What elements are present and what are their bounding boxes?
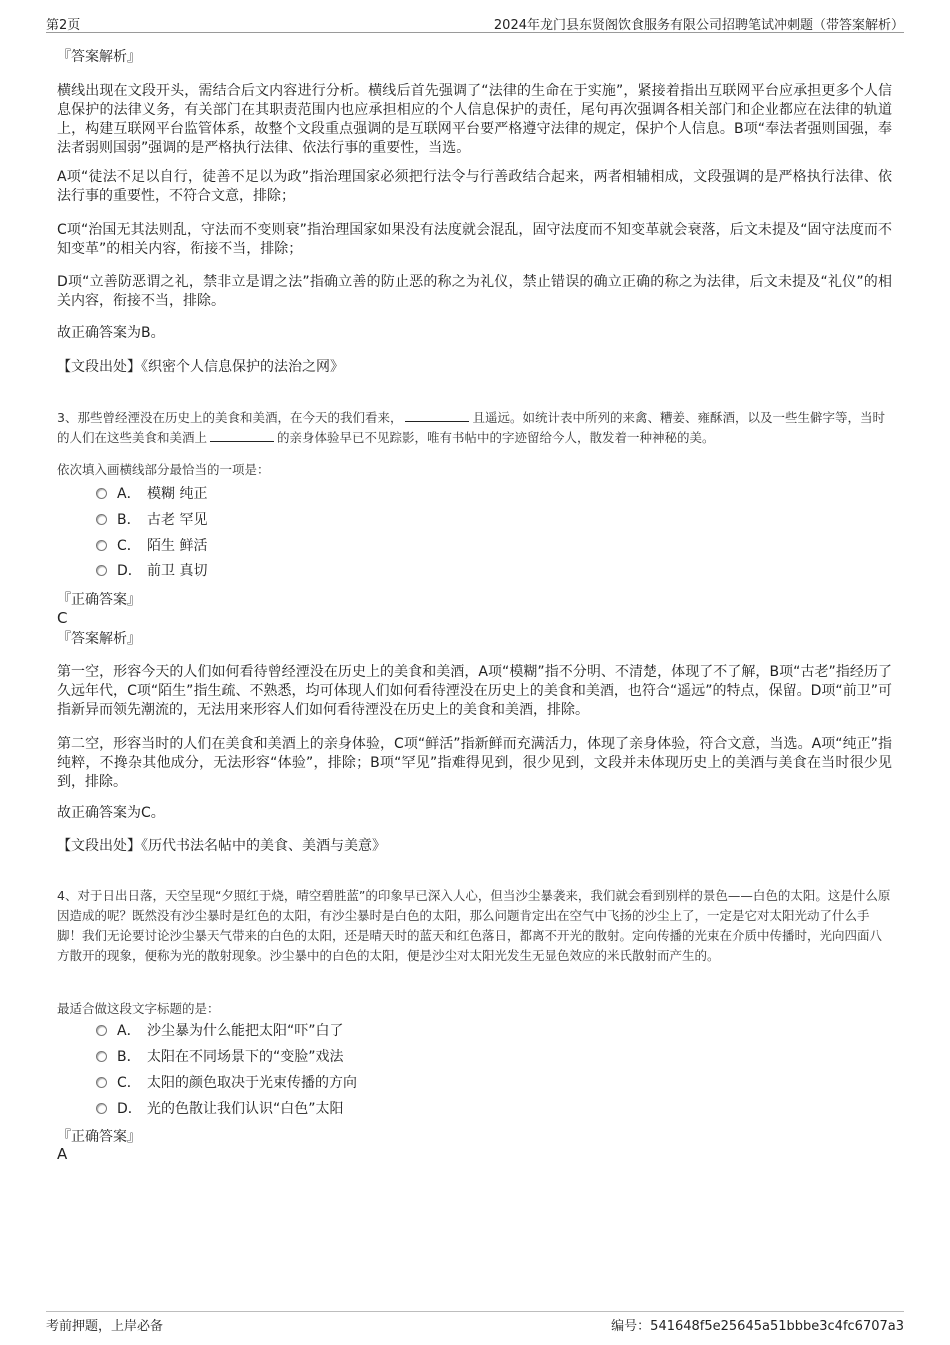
document-id: 编号：541648f5e25645a51bbbe3c4fc6707a3 (611, 1319, 904, 1334)
q3-analysis-paragraph-1: 第一空，形容今天的人们如何看待曾经湮没在历史上的美食和美酒，A项“模糊”指不分明、不清楚，体现了不了解，B项“古老”指经历了久远年代，C项“陌生”指生疏、不熟悉，均可体现人们如何看待湮没在历史上的美食和美酒，也符合“遥远”的特点，保留。D项“前卫”可指新异而领先潮流的，无法用来形容人们如何看待湮没在历史上的美食和美酒，排除。 (57, 664, 892, 718)
q3-conclusion: 故正确答案为C。 (57, 805, 165, 821)
q3-source: 【文段出处】《历代书法名帖中的美食、美酒与美意》 (57, 838, 386, 854)
q3-stem-part-3: 的亲身体验早已不见踪影，唯有书帖中的字迹留给今人，散发着一种神秘的美。 (277, 429, 715, 445)
q3-option-c[interactable]: C． 陌生 鲜活 (96, 536, 207, 556)
radio-icon[interactable] (96, 1077, 107, 1088)
q4-prompt: 最适合做这段文字标题的是： (57, 1000, 220, 1016)
q3-prompt: 依次填入画横线部分最恰当的一项是： (57, 461, 270, 477)
q3-analysis-paragraph-2: 第二空，形容当时的人们在美食和美酒上的亲身体验，C项“鲜活”指新鲜而充满活力，体现了亲身体验，符合文意，当选。A项“纯正”指纯粹，不搀杂其他成分，无法形容“体验”，排除；B项“罕见”指难得见到，很少见到，文段并未体现历史上的美酒与美食在当时很少见到，排除。 (57, 736, 892, 790)
footer-slogan: 考前押题，上岸必备 (46, 1319, 164, 1334)
blank-line (405, 409, 469, 422)
q4-option-a[interactable]: A． 沙尘暴为什么能把太阳“吓”白了 (96, 1021, 344, 1041)
blank-line (210, 429, 274, 442)
q4-option-d[interactable]: D． 光的色散让我们认识“白色”太阳 (96, 1099, 344, 1119)
q2-analysis-paragraph-1: 横线出现在文段开头，需结合后文内容进行分析。横线后首先强调了“法律的生命在于实施”，紧接着指出互联网平台应承担更多个人信息保护的法律义务，有关部门在其职责范围内也应承担相应的个人信息保护的责任，尾句再次强调各相关部门和企业都应在法律的轨道上，构建互联网平台监管体系，故整个文段重点强调的是互联网平台要严格遵守法律的规定，保护个人信息。B项“奉法者强则国强，奉法者弱则国弱”强调的是严格执行法律、依法行事的重要性，当选。 (57, 83, 892, 156)
q4-correct-answer: A (57, 1145, 68, 1163)
radio-icon[interactable] (96, 565, 107, 576)
radio-icon[interactable] (96, 540, 107, 551)
q3-stem (57, 408, 892, 448)
q3-stem-part-1: 3、那些曾经湮没在历史上的美食和美酒，在今天的我们看来， (57, 409, 403, 425)
radio-icon[interactable] (96, 488, 107, 499)
q2-source: 【文段出处】《织密个人信息保护的法治之网》 (57, 359, 344, 375)
q3-option-d[interactable]: D． 前卫 真切 (96, 561, 207, 581)
radio-icon[interactable] (96, 514, 107, 525)
q3-stem-part-2: 且遥远。如统计表中所列的来禽、糟姜、雍酥酒，以及一些生僻字等，当时的人们在这些美食和美酒上 (57, 409, 885, 445)
q2-analysis-paragraph-3: C项“治国无其法则乱，守法而不变则衰”指治理国家如果没有法度就会混乱，固守法度而不知变革就会衰落，后文未提及“固守法度而不知变革”的相关内容，衔接不当，排除； (57, 222, 892, 257)
q4-option-b[interactable]: B． 太阳在不同场景下的“变脸”戏法 (96, 1047, 344, 1067)
page-header (46, 12, 904, 33)
q2-conclusion: 故正确答案为B。 (57, 325, 165, 341)
q3-option-b[interactable]: B． 古老 罕见 (96, 510, 207, 530)
q2-analysis-paragraph-2: A项“徒法不足以自行，徒善不足以为政”指治理国家必须把行法令与行善政结合起来，两者相辅相成，文段强调的是严格执行法律、依法行事的重要性，不符合文意，排除； (57, 169, 892, 204)
q4-correct-label: 『正确答案』 (57, 1129, 141, 1145)
q4-option-c[interactable]: C． 太阳的颜色取决于光束传播的方向 (96, 1073, 357, 1093)
q2-analysis-paragraph-4: D项“立善防恶谓之礼，禁非立是谓之法”指确立善的防止恶的称之为礼仪，禁止错误的确立正确的称之为法律，后文未提及“礼仪”的相关内容，衔接不当，排除。 (57, 274, 892, 309)
q3-option-a[interactable]: A． 模糊 纯正 (96, 484, 207, 504)
page-number: 第2页 (46, 18, 81, 33)
q4-stem: 4、对于日出日落，天空呈现“夕照红于烧，晴空碧胜蓝”的印象早已深入人心，但当沙尘暴袭来，我们就会看到别样的景色——白色的太阳。这是什么原因造成的呢？既然没有沙尘暴时是红色的太阳，有沙尘暴时是白色的太阳，那么问题肯定出在空气中飞扬的沙尘上了，一定是它对太阳光动了什么手脚！我们无论要讨论沙尘暴天气带来的白色的太阳，还是晴天时的蓝天和红色落日，都离不开光的散射。定向传播的光束在介质中传播时，光向四面八方散开的现象，便称为光的散射现象。沙尘暴中的白色的太阳，便是沙尘对太阳光发生无显色效应的米氏散射而产生的。 (57, 887, 891, 963)
page-footer (46, 1311, 904, 1334)
radio-icon[interactable] (96, 1051, 107, 1062)
document-title: 2024年龙门县东贤阁饮食服务有限公司招聘笔试冲刺题（带答案解析） (493, 18, 904, 33)
q3-correct-label: 『正确答案』 (57, 592, 141, 608)
q3-analysis-label: 『答案解析』 (57, 631, 141, 647)
radio-icon[interactable] (96, 1025, 107, 1036)
radio-icon[interactable] (96, 1103, 107, 1114)
q3-correct-answer: C (57, 609, 68, 627)
q2-analysis-label: 『答案解析』 (57, 49, 141, 65)
